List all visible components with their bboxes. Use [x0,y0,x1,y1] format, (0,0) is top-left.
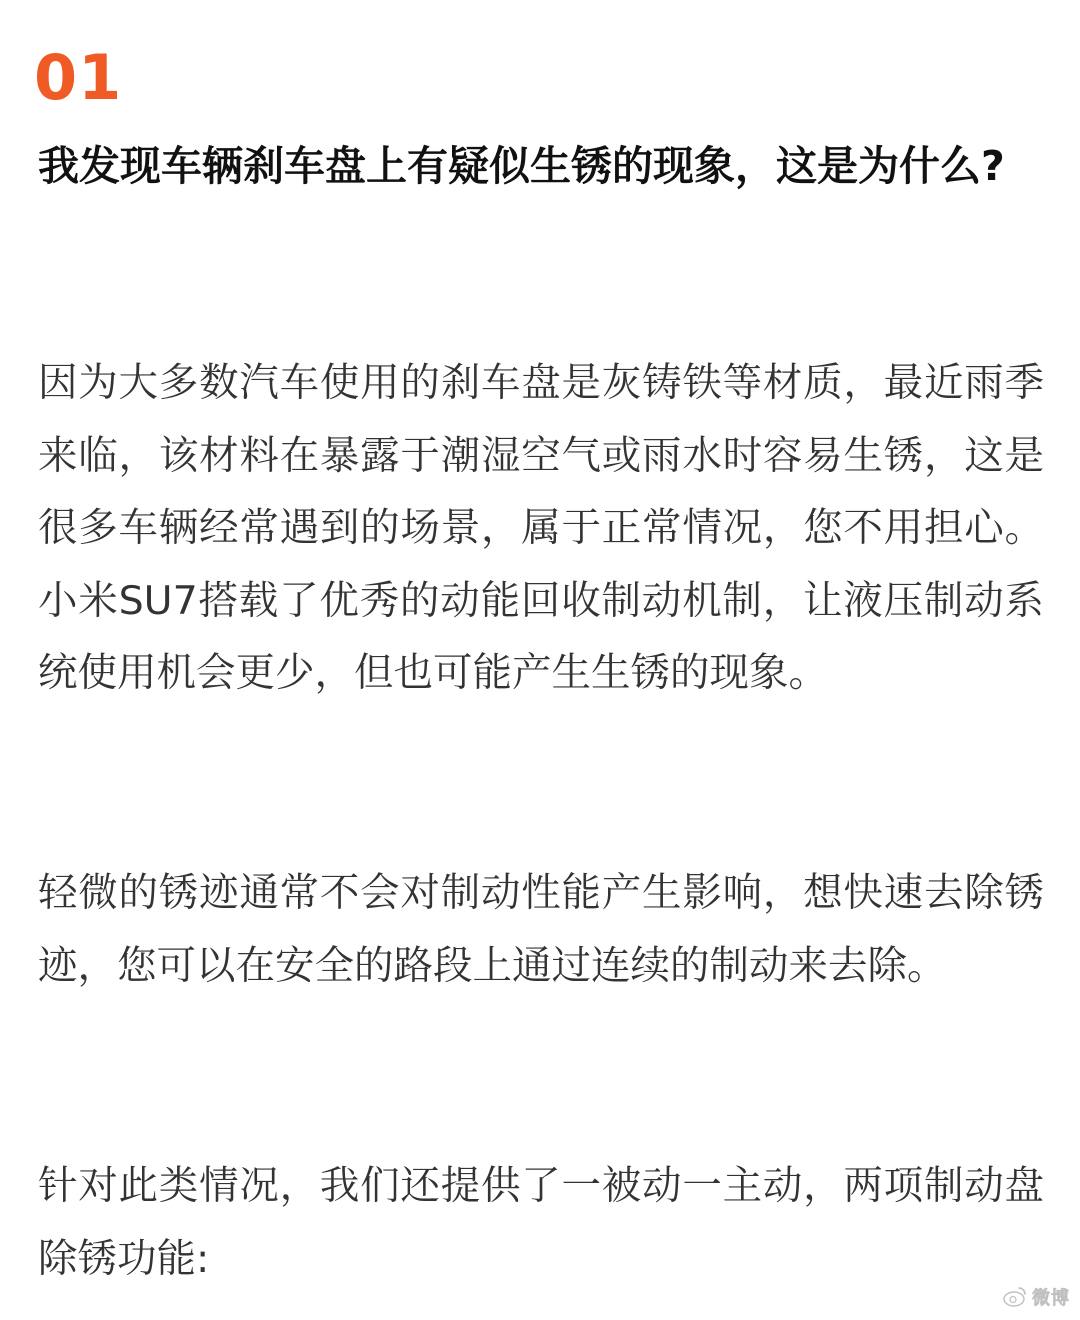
watermark-text: 微博 [1032,1288,1070,1309]
weibo-logo-icon [1002,1284,1028,1310]
answer-paragraph-3: 针对此类情况，我们还提供了一被动一主动，两项制动盘除锈功能: [38,1163,1044,1282]
answer-paragraph-2: 轻微的锈迹通常不会对制动性能产生影响，想快速去除锈迹，您可以在安全的路段上通过连续的制动来去除。 [38,870,1044,989]
watermark [1002,1280,1070,1314]
section-number: 01 [34,41,123,114]
question-heading: 我发现车辆刹车盘上有疑似生锈的现象，这是为什么? [38,142,1005,190]
answer-paragraph-1: 因为大多数汽车使用的刹车盘是灰铸铁等材质，最近雨季来临，该材料在暴露于潮湿空气或雨水时容易生锈，这是很多车辆经常遇到的场景，属于正常情况，您不用担心。小米SU7搭载了优秀的动能回收制动机制，让液压制动系统使用机会更少，但也可能产生生锈的现象。 [38,360,1044,696]
